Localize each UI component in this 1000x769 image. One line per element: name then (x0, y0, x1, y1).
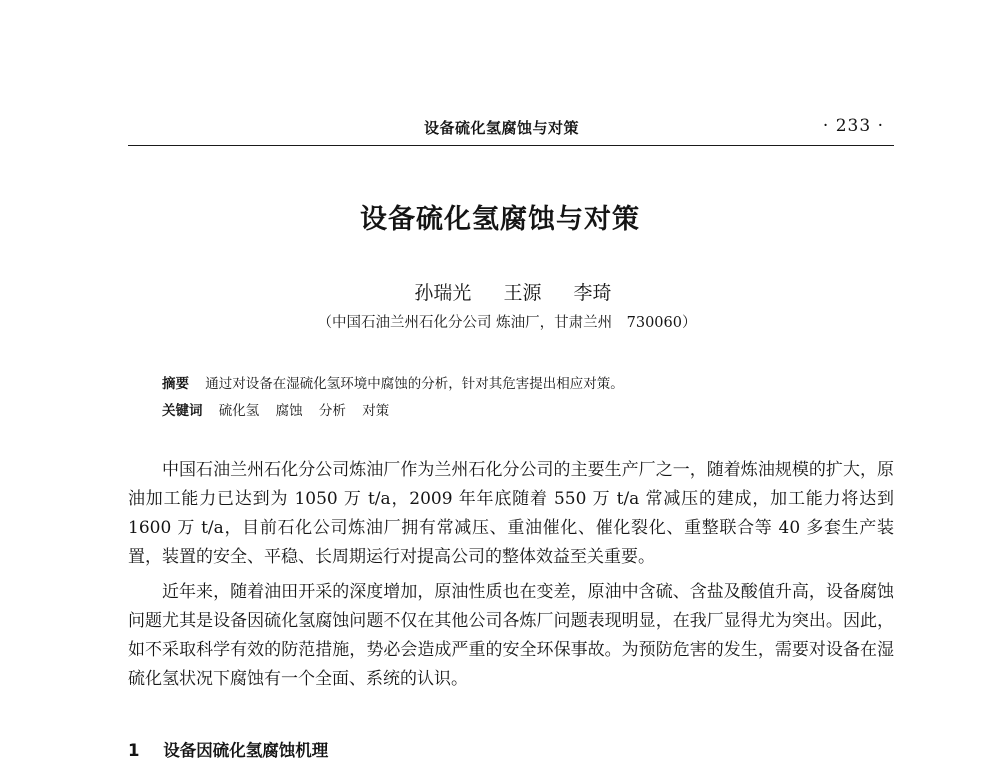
author-name: 孙瑞光 (414, 282, 472, 304)
body-paragraph: 中国石油兰州石化分公司炼油厂作为兰州石化分公司的主要生产厂之一，随着炼油规模的扩大，原油加工能力已达到为 1050 万 t/a，2009 年年底随着 550 万 t/a 常减压的建成，加工能力将达到 1600 万 t/a，目前石化公司炼油厂拥有常减压、重油催化、催化裂化、重整联合等 40 多套生产装置，装置的安全、平稳、长周期运行对提高公司的整体效益至关重要。 (128, 460, 894, 567)
author-affiliation: （中国石油兰州石化分公司 炼油厂，甘肃兰州 730060） (317, 315, 697, 331)
keyword: 硫化氢 (218, 403, 260, 419)
article-title: 设备硫化氢腐蚀与对策 (360, 204, 640, 235)
keyword: 腐蚀 (275, 403, 303, 419)
keyword: 分析 (318, 403, 346, 419)
abstract (162, 372, 624, 392)
keywords (162, 399, 401, 419)
keywords-label: 关键词 (162, 403, 203, 419)
running-title: 设备硫化氢腐蚀与对策 (424, 119, 580, 137)
author-name: 王源 (503, 282, 542, 304)
section-number: 1 (128, 741, 140, 760)
abstract-text: 通过对设备在湿硫化氢环境中腐蚀的分析，针对其危害提出相应对策。 (205, 376, 624, 392)
abstract-label: 摘要 (162, 376, 189, 392)
section-heading (128, 737, 328, 761)
keyword: 对策 (362, 403, 390, 419)
author-name: 李琦 (573, 282, 612, 304)
page-number: · 233 · (822, 116, 884, 136)
body-paragraph: 近年来，随着油田开采的深度增加，原油性质也在变差，原油中含硫、含盐及酸值升高，设备腐蚀问题尤其是设备因硫化氢腐蚀问题不仅在其他公司各炼厂问题表现明显，在我厂显得尤为突出。因此，如不采取科学有效的防范措施，势必会造成严重的安全环保事故。为预防危害的发生，需要对设备在湿硫化氢状况下腐蚀有一个全面、系统的认识。 (128, 582, 894, 689)
section-title: 设备因硫化氢腐蚀机理 (163, 741, 329, 760)
body-text (128, 456, 894, 700)
author-list (0, 278, 1000, 305)
running-header (128, 117, 894, 146)
